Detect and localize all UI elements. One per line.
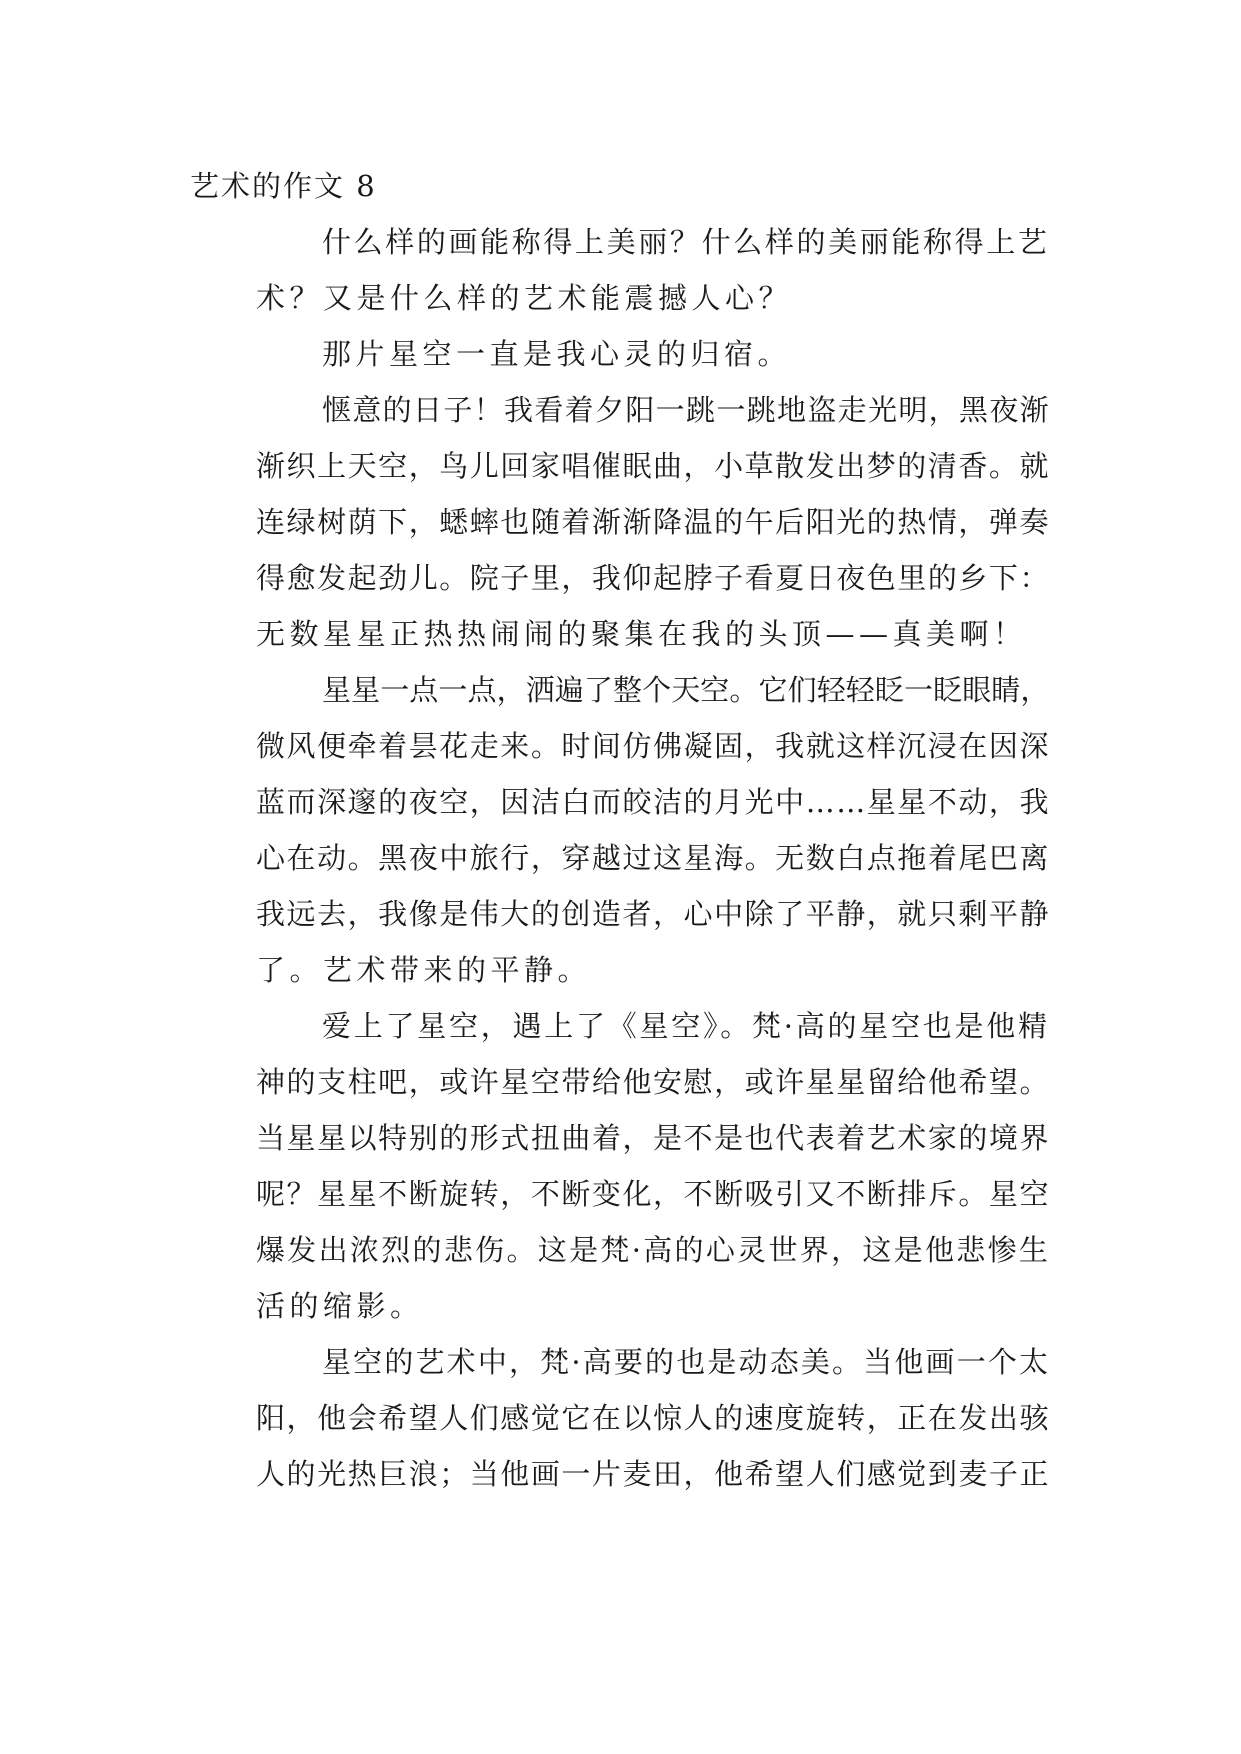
paragraph bbox=[190, 382, 1050, 662]
paragraph-line: 呢？星星不断旋转，不断变化，不断吸引又不断排斥。星空 bbox=[256, 1177, 1051, 1211]
paragraph-line: 活的缩影。 bbox=[256, 1289, 424, 1323]
paragraph-line: 什么样的画能称得上美丽？什么样的美丽能称得上艺 bbox=[322, 225, 1050, 259]
paragraph-line: 无数星星正热热闹闹的聚集在我的头顶——真美啊！ bbox=[256, 617, 1027, 651]
paragraph bbox=[190, 662, 1050, 998]
paragraph-line: 阳，他会希望人们感觉它在以惊人的速度旋转，正在发出骇 bbox=[256, 1401, 1051, 1435]
paragraph-line: 爆发出浓烈的悲伤。这是梵·高的心灵世界，这是他悲惨生 bbox=[256, 1233, 1051, 1267]
paragraph-line: 惬意的日子！我看着夕阳一跳一跳地盗走光明，黑夜渐 bbox=[322, 393, 1051, 427]
paragraph-line: 连绿树荫下，蟋蟀也随着渐渐降温的午后阳光的热情，弹奏 bbox=[256, 505, 1051, 539]
paragraph-line: 爱上了星空，遇上了《星空》。梵·高的星空也是他精 bbox=[322, 1009, 1050, 1043]
paragraph-line: 蓝而深邃的夜空，因洁白而皎洁的月光中……星星不动，我 bbox=[256, 785, 1051, 819]
paragraph-line: 我远去，我像是伟大的创造者，心中除了平静，就只剩平静 bbox=[256, 897, 1051, 931]
paragraph-line: 人的光热巨浪；当他画一片麦田，他希望人们感觉到麦子正 bbox=[256, 1457, 1051, 1491]
paragraph bbox=[190, 214, 1050, 326]
paragraph bbox=[190, 326, 1050, 382]
paragraph-line: 得愈发起劲儿。院子里，我仰起脖子看夏日夜色里的乡下： bbox=[256, 561, 1051, 595]
paragraph-line: 神的支柱吧，或许星空带给他安慰，或许星星留给他希望。 bbox=[256, 1065, 1051, 1099]
document-body bbox=[190, 158, 1050, 1502]
paragraph-list bbox=[190, 214, 1050, 1502]
paragraph-line: 星星一点一点，洒遍了整个天空。它们轻轻眨一眨眼睛， bbox=[322, 673, 1050, 707]
paragraph-line: 术？又是什么样的艺术能震撼人心？ bbox=[256, 281, 793, 315]
document-title: 艺术的作文 8 bbox=[190, 169, 377, 203]
paragraph-line: 微风便牵着昙花走来。时间仿佛凝固，我就这样沉浸在因深 bbox=[256, 729, 1051, 763]
paragraph-line: 心在动。黑夜中旅行，穿越过这星海。无数白点拖着尾巴离 bbox=[256, 841, 1051, 875]
paragraph bbox=[190, 1334, 1050, 1502]
paragraph-line: 了。艺术带来的平静。 bbox=[256, 953, 592, 987]
paragraph bbox=[190, 998, 1050, 1334]
paragraph-line: 当星星以特别的形式扭曲着，是不是也代表着艺术家的境界 bbox=[256, 1121, 1051, 1155]
paragraph-line: 渐织上天空，鸟儿回家唱催眠曲，小草散发出梦的清香。就 bbox=[256, 449, 1051, 483]
paragraph-line: 星空的艺术中，梵·高要的也是动态美。当他画一个太 bbox=[322, 1345, 1051, 1379]
paragraph-line: 那片星空一直是我心灵的归宿。 bbox=[322, 337, 792, 371]
